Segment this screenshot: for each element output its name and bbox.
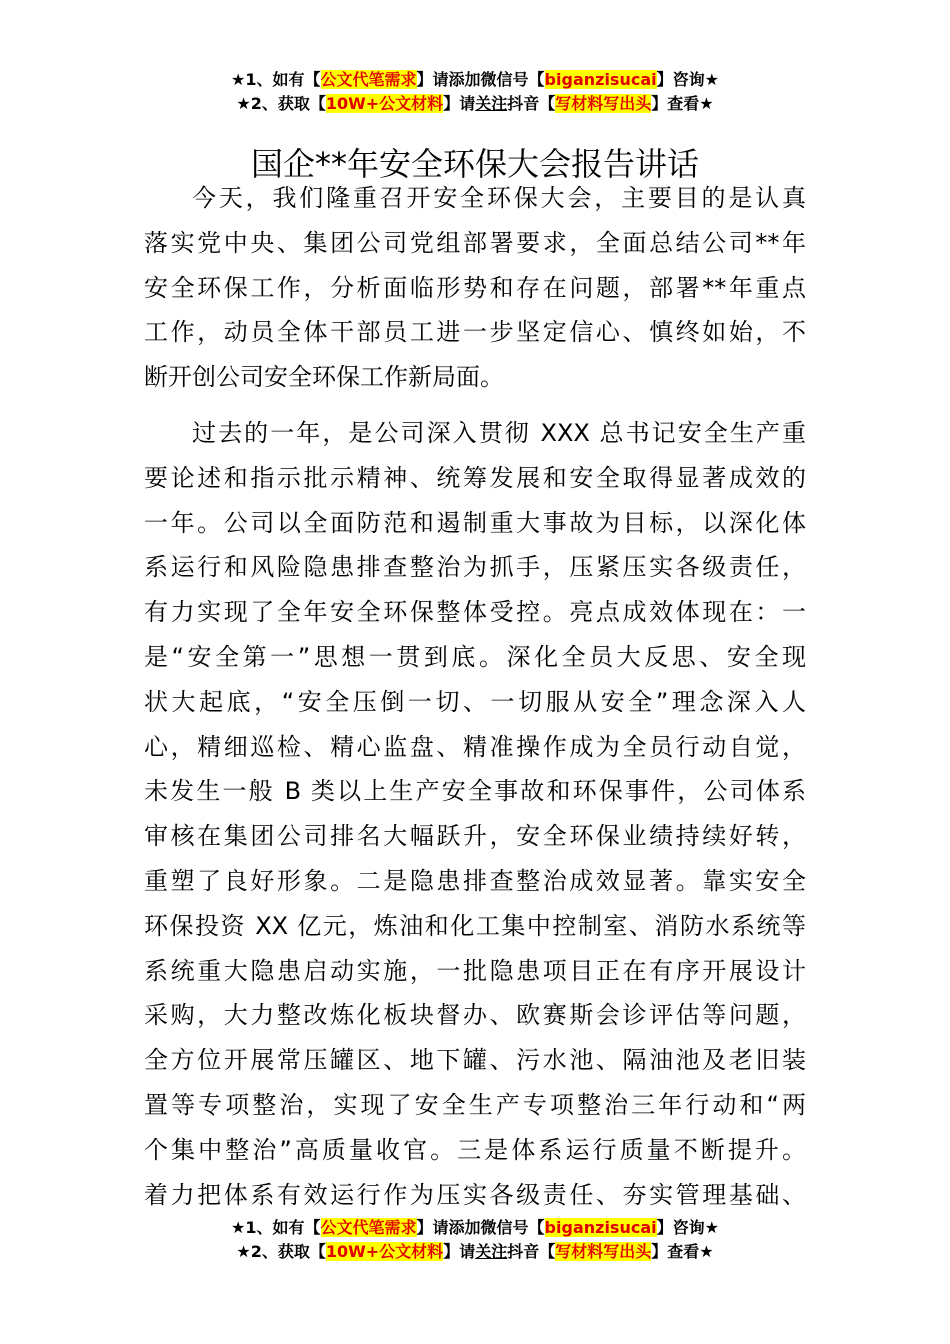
paragraph-line: 全方位开展常压罐区、地下罐、污水池、隔油池及老旧装 [144, 1046, 806, 1075]
notice-highlight-douyin: 写材料写出头 [555, 94, 652, 113]
paragraph-line: 状大起底，“安全压倒一切、一切服从安全”理念深入人 [144, 687, 806, 716]
paragraph-line: 着力把体系有效运行作为压实各级责任、夯实管理基础、 [144, 1180, 806, 1209]
paragraph-line: 落实党中央、集团公司党组部署要求，全面总结公司**年 [144, 228, 806, 257]
document-body [144, 176, 806, 1217]
header-notice [0, 68, 950, 116]
paragraph-1 [144, 176, 806, 400]
notice-highlight-service: 公文代笔需求 [320, 70, 417, 89]
notice-text: 抖音【 [507, 1242, 556, 1261]
paragraph-line: 工作，动员全体干部员工进一步坚定信心、慎终如始，不 [144, 318, 806, 347]
footer-notice [0, 1216, 950, 1264]
paragraph-line: 要论述和指示批示精神、统筹发展和安全取得显著成效的 [144, 463, 806, 492]
notice-highlight-materials: 10W+公文材料 [325, 1242, 444, 1261]
notice-text: 】请 [443, 94, 476, 113]
notice-text: 抖音【 [507, 94, 556, 113]
notice-underlined-follow: 关注 [475, 1242, 508, 1261]
notice-text: 】查看★ [651, 1242, 714, 1261]
notice-text: ★2、获取【 [236, 1242, 326, 1261]
paragraph-line: 今天，我们隆重召开安全环保大会，主要目的是认真 [192, 184, 806, 212]
paragraph-line: 一年。公司以全面防范和遏制重大事故为目标，以深化体 [144, 508, 806, 537]
paragraph-line: 重塑了良好形象。二是隐患排查整治成效显著。靠实安全 [144, 866, 806, 895]
notice-line-1 [0, 68, 950, 92]
notice-line-1 [0, 1216, 950, 1240]
paragraph-line: 审核在集团公司排名大幅跃升，安全环保业绩持续好转， [144, 822, 806, 851]
notice-text: 】请添加微信号【 [416, 70, 545, 89]
paragraph-line: 有力实现了全年安全环保整体受控。亮点成效体现在：一 [144, 598, 806, 627]
notice-text: ★2、获取【 [236, 94, 326, 113]
paragraph-line: 个集中整治”高质量收官。三是体系运行质量不断提升。 [144, 1135, 806, 1164]
notice-text: ★1、如有【 [231, 70, 321, 89]
paragraph-spacer [144, 400, 806, 411]
notice-text: 】请添加微信号【 [416, 1218, 545, 1237]
paragraph-line: 采购，大力整改炼化板块督办、欧赛斯会诊评估等问题， [144, 1001, 806, 1030]
paragraph-line: 心，精细巡检、精心监盘、精准操作成为全员行动自觉， [144, 732, 806, 761]
paragraph-line: 过去的一年，是公司深入贯彻 XXX 总书记安全生产重 [192, 418, 806, 447]
notice-line-2 [0, 1240, 950, 1264]
paragraph-line: 系运行和风险隐患排查整治为抓手，压紧压实各级责任， [144, 553, 806, 582]
paragraph-2 [144, 411, 806, 1217]
notice-text: 】咨询★ [656, 70, 719, 89]
paragraph-line: 断开创公司安全环保工作新局面。 [144, 363, 504, 392]
paragraph-line: 系统重大隐患启动实施，一批隐患项目正在有序开展设计 [144, 956, 806, 985]
paragraph-line: 未发生一般 B 类以上生产安全事故和环保事件，公司体系 [144, 777, 806, 806]
notice-line-2 [0, 92, 950, 116]
notice-text: 】请 [443, 1242, 476, 1261]
notice-highlight-douyin: 写材料写出头 [555, 1242, 652, 1261]
notice-highlight-wechat-id: biganzisucai [544, 70, 657, 89]
notice-text: 】查看★ [651, 94, 714, 113]
notice-text: 】咨询★ [656, 1218, 719, 1237]
paragraph-line: 是“安全第一”思想一贯到底。深化全员大反思、安全现 [144, 642, 806, 671]
notice-highlight-materials: 10W+公文材料 [325, 94, 444, 113]
notice-text: ★1、如有【 [231, 1218, 321, 1237]
document-title: 国企**年安全环保大会报告讲话 [250, 145, 699, 184]
notice-highlight-wechat-id: biganzisucai [544, 1218, 657, 1237]
notice-highlight-service: 公文代笔需求 [320, 1218, 417, 1237]
notice-underlined-follow: 关注 [475, 94, 508, 113]
paragraph-line: 环保投资 XX 亿元，炼油和化工集中控制室、消防水系统等 [144, 911, 806, 940]
paragraph-line: 安全环保工作，分析面临形势和存在问题，部署**年重点 [144, 273, 806, 302]
paragraph-line: 置等专项整治，实现了安全生产专项整治三年行动和“两 [144, 1090, 806, 1119]
